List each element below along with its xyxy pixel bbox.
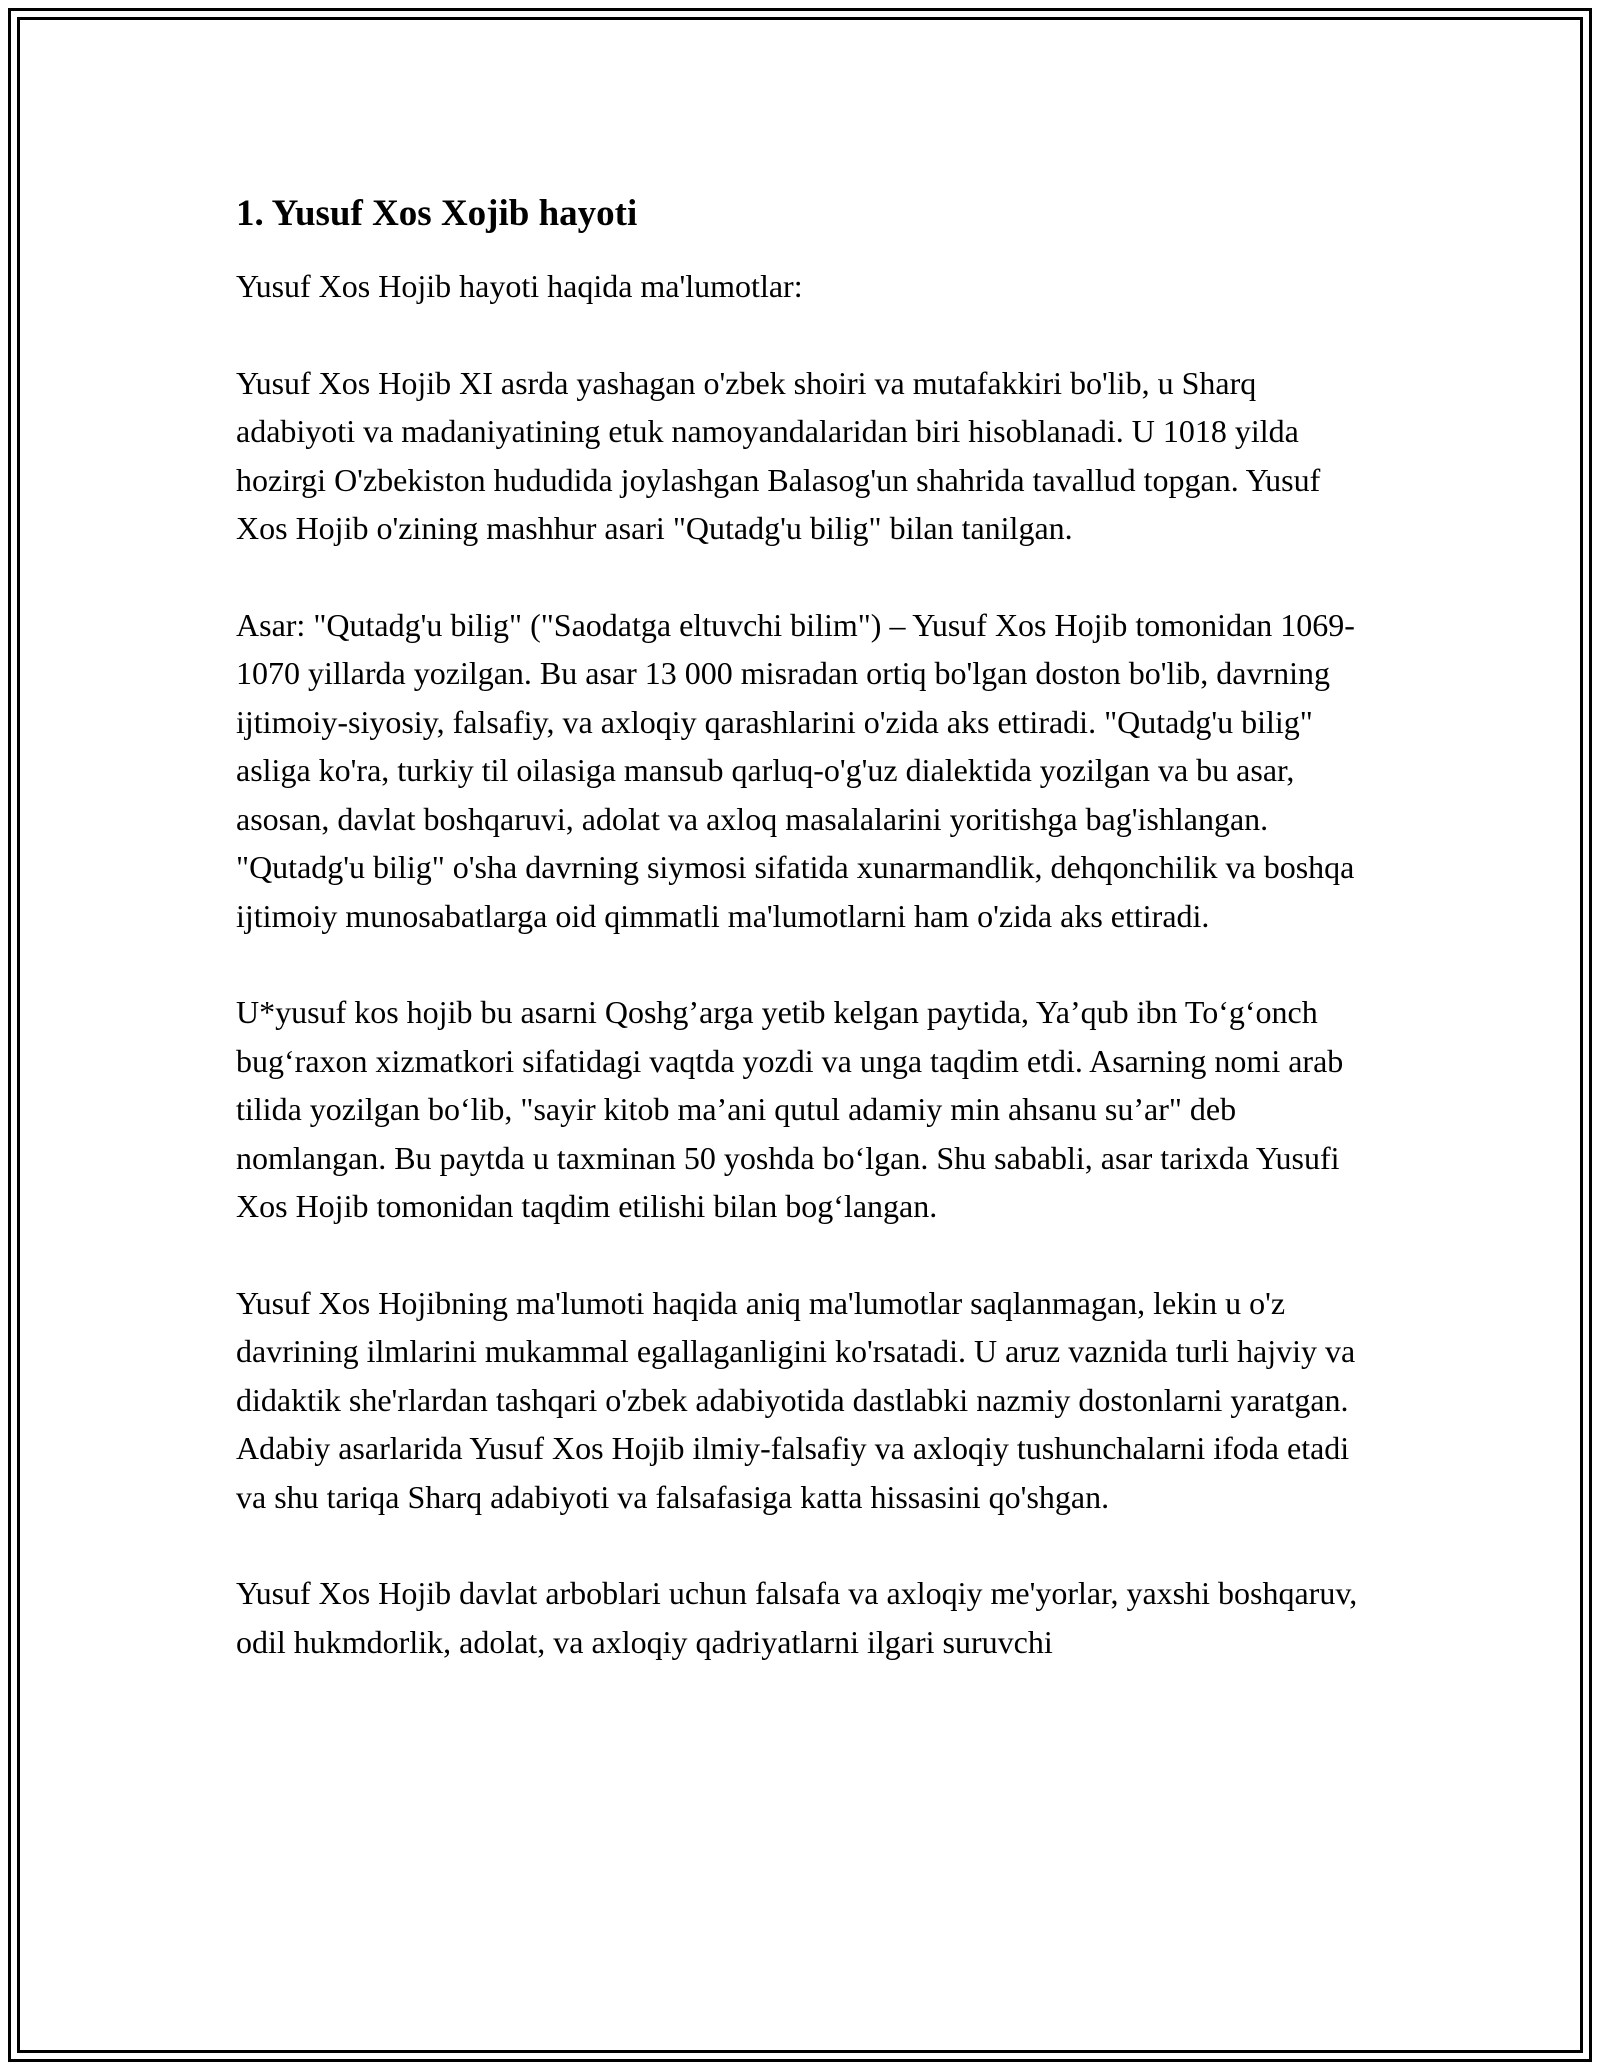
paragraph-philosophy: Yusuf Xos Hojib davlat arboblari uchun falsafa va axloqiy me'yorlar, yaxshi boshqaruv, odil hukmdorlik, adolat, va axloqiy qadriyatlarni ilgari suruvchi bbox=[236, 1575, 1358, 1660]
paragraph-work: Asar: "Qutadg'u bilig" ("Saodatga eltuvchi bilim") – Yusuf Xos Hojib tomonidan 1069-1070 yillarda yozilgan. Bu asar 13 000 misradan ortiq bo'lgan doston bo'lib, davrning ijtimoiy-siyosiy, falsafiy, va axloqiy qarashlarini o'zida aks ettiradi. "Qutadg'u bilig" asliga ko'ra, turkiy til oilasiga mansub qarluq-o'g'uz dialektida yozilgan va bu asar, asosan, davlat boshqaruvi, adolat va axloq masalalarini yoritishga bag'ishlangan. "Qutadg'u bilig" o'sha davrning siymosi sifatida xunarmandlik, dehqonchilik va boshqa ijtimoiy munosabatlarga oid qimmatli ma'lumotlarni ham o'zida aks ettiradi. bbox=[236, 606, 1355, 934]
intro-line: Yusuf Xos Hojib hayoti haqida ma'lumotlar: bbox=[236, 268, 803, 304]
paragraph-birth: Yusuf Xos Hojib XI asrda yashagan o'zbek shoiri va mutafakkiri bo'lib, u Sharq adabiyoti va madaniyatining etuk namoyandalaridan biri hisoblanadi. U 1018 yilda hozirgi O'zbekiston hududida joylashgan Balasog'un shahrida tavallud topgan. Yusuf Xos Hojib o'zining mashhur asari "Qutadg'u bilig" bilan tanilgan. bbox=[236, 364, 1321, 546]
paragraph-dedication: U*yusuf kos hojib bu asarni Qoshg’arga yetib kelgan paytida, Ya’qub ibn To‘g‘onch bug‘raxon xizmatkori sifatidagi vaqtda yozdi va unga taqdim etdi. Asarning nomi arab tilida yozilgan bo‘lib, "sayir kitob ma’ani qutul adamiy min ahsanu su’ar" deb nomlangan. Bu paytda u taxminan 50 yoshda bo‘lgan. Shu sababli, asar tarixda Yusufi Xos Hojib tomonidan taqdim etilishi bilan bog‘langan. bbox=[236, 994, 1344, 1224]
document-body bbox=[236, 188, 1371, 1714]
paragraph-education: Yusuf Xos Hojibning ma'lumoti haqida aniq ma'lumotlar saqlanmagan, lekin u o'z davrining ilmlarini mukammal egallaganligini ko'rsatadi. U aruz vaznida turli hajviy va didaktik she'rlardan tashqari o'zbek adabiyotida dastlabki nazmiy dostonlarni yaratgan. Adabiy asarlarida Yusuf Xos Hojib ilmiy-falsafiy va axloqiy tushunchalarni ifoda etadi va shu tariqa Sharq adabiyoti va falsafasiga katta hissasini qo'shgan. bbox=[236, 1284, 1356, 1515]
document-title: 1. Yusuf Xos Xojib hayoti bbox=[236, 193, 638, 234]
